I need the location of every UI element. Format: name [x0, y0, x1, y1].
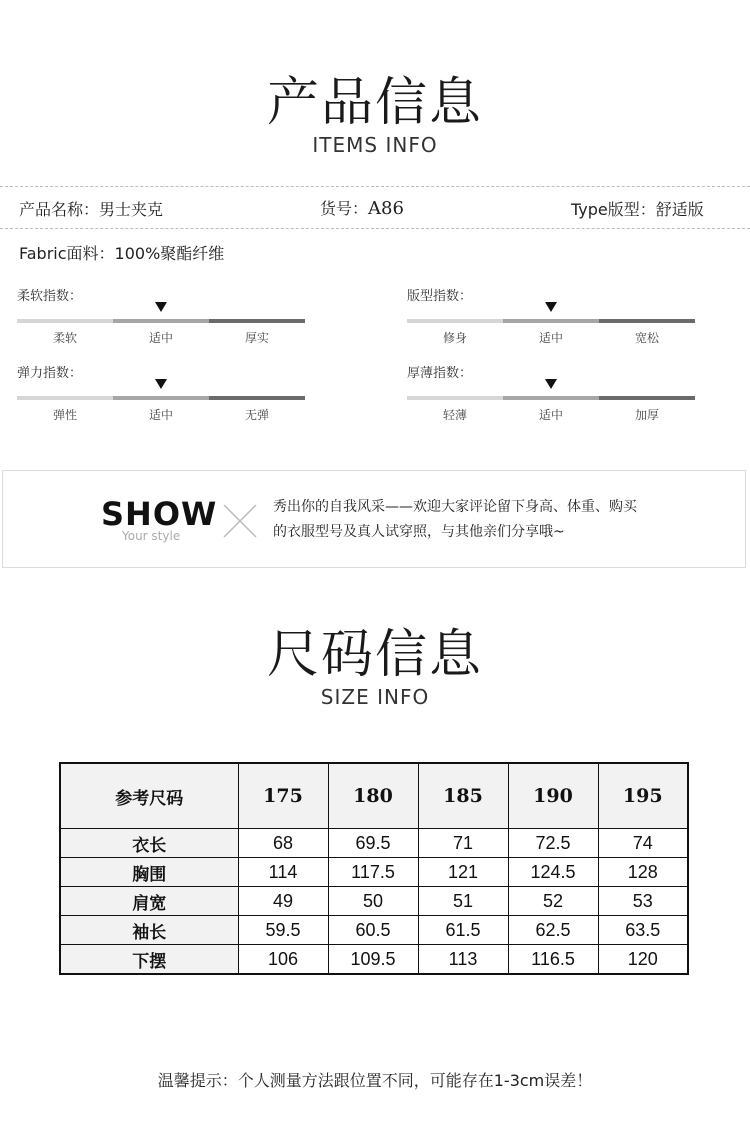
fabric-label: Fabric面料： [19, 244, 115, 263]
product-name [19, 197, 163, 220]
fabric-value: 100%聚酯纤维 [114, 244, 225, 263]
measurement-name-cell: 下摆 [60, 945, 238, 975]
scale-option-label: 无弹 [244, 408, 269, 422]
index-label: 柔软指数： [17, 289, 83, 304]
measurement-value-cell: 113 [418, 945, 508, 975]
scale-option-label: 适中 [148, 408, 173, 422]
index-scale [407, 285, 695, 345]
measurement-name-cell: 肩宽 [60, 887, 238, 916]
measurement-note: 温馨提示：个人测量方法跟位置不同，可能存在1-3cm误差！ [157, 1071, 593, 1090]
scale-option-label: 修身 [442, 331, 467, 345]
divider-middle [0, 228, 750, 229]
size-info-title: 尺码信息 [266, 625, 483, 685]
measurement-value-cell: 128 [598, 858, 688, 887]
measurement-value-cell: 72.5 [508, 829, 598, 858]
scale-segment [599, 396, 695, 400]
show-word: SHOW [101, 495, 218, 533]
measurement-value-cell: 50 [328, 887, 418, 916]
table-row [60, 887, 688, 916]
measurement-value-cell: 69.5 [328, 829, 418, 858]
measurement-value-cell: 116.5 [508, 945, 598, 975]
selection-marker-icon [545, 379, 557, 389]
measurement-value-cell: 51 [418, 887, 508, 916]
show-banner [2, 470, 746, 568]
show-description-line-2: 的衣服型号及真人试穿照，与其他亲们分享哦~ [273, 524, 565, 540]
fit-type-label: Type版型： [571, 200, 656, 219]
index-scale [407, 362, 695, 422]
scale-segment [503, 396, 599, 400]
scale-segment [113, 319, 209, 323]
fit-type-value: 舒适版 [655, 200, 704, 219]
scale-option-label: 弹性 [52, 408, 77, 422]
index-label: 版型指数： [407, 289, 473, 304]
product-info-title: 产品信息 [266, 73, 483, 133]
measurement-value-cell: 71 [418, 829, 508, 858]
product-name-label: 产品名称： [19, 200, 100, 219]
scale-option-label: 轻薄 [442, 408, 467, 422]
scale-option-label: 适中 [148, 331, 173, 345]
scale-option-label: 厚实 [244, 331, 269, 345]
selection-marker-icon [155, 379, 167, 389]
scale-option-label: 适中 [538, 408, 563, 422]
selection-marker-icon [155, 302, 167, 312]
size-column-header: 195 [598, 763, 688, 829]
scale-segment [503, 319, 599, 323]
measurement-value-cell: 124.5 [508, 858, 598, 887]
measurement-value-cell: 121 [418, 858, 508, 887]
size-column-header: 185 [418, 763, 508, 829]
measurement-value-cell: 61.5 [418, 916, 508, 945]
size-column-header: 175 [238, 763, 328, 829]
measurement-value-cell: 109.5 [328, 945, 418, 975]
show-subtitle: Your style [122, 529, 181, 543]
measurement-name-cell: 胸围 [60, 858, 238, 887]
measurement-name-cell: 袖长 [60, 916, 238, 945]
index-label: 厚薄指数： [407, 366, 473, 381]
index-scale [17, 285, 305, 345]
size-column-header: 180 [328, 763, 418, 829]
scale-option-label: 适中 [538, 331, 563, 345]
item-number-label: 货号： [320, 199, 369, 218]
size-table [59, 762, 689, 975]
index-scale [17, 362, 305, 422]
scale-option-label: 加厚 [634, 408, 659, 422]
measurement-value-cell: 53 [598, 887, 688, 916]
scale-segment [407, 319, 503, 323]
measurement-name-cell: 衣长 [60, 829, 238, 858]
divider-top [0, 186, 750, 187]
table-row [60, 858, 688, 887]
scale-segment [407, 396, 503, 400]
scale-segment [17, 396, 113, 400]
scale-option-label: 柔软 [52, 331, 77, 345]
scale-segment [17, 319, 113, 323]
measurement-value-cell: 74 [598, 829, 688, 858]
measurement-value-cell: 63.5 [598, 916, 688, 945]
show-description [273, 495, 637, 545]
measurement-value-cell: 120 [598, 945, 688, 975]
item-number [320, 196, 404, 219]
measurement-value-cell: 52 [508, 887, 598, 916]
measurement-value-cell: 114 [238, 858, 328, 887]
size-info-subtitle: SIZE INFO [320, 685, 430, 709]
scale-segment [209, 396, 305, 400]
item-number-value: A86 [368, 198, 404, 219]
index-label: 弹力指数： [17, 366, 83, 381]
scale-segment [599, 319, 695, 323]
show-description-line-1: 秀出你的自我风采——欢迎大家评论留下身高、体重、购买 [273, 499, 637, 515]
product-name-value: 男士夹克 [99, 200, 164, 219]
table-row [60, 945, 688, 975]
size-header-row [60, 763, 688, 829]
scale-segment [113, 396, 209, 400]
measurement-value-cell: 49 [238, 887, 328, 916]
size-corner-cell: 参考尺码 [60, 763, 238, 829]
fit-type [571, 197, 704, 220]
scale-segment [209, 319, 305, 323]
fabric [19, 241, 224, 264]
measurement-value-cell: 68 [238, 829, 328, 858]
measurement-value-cell: 62.5 [508, 916, 598, 945]
table-row [60, 916, 688, 945]
size-column-header: 190 [508, 763, 598, 829]
selection-marker-icon [545, 302, 557, 312]
measurement-value-cell: 59.5 [238, 916, 328, 945]
table-row [60, 829, 688, 858]
cross-icon [222, 503, 258, 539]
scale-option-label: 宽松 [634, 331, 659, 345]
measurement-value-cell: 60.5 [328, 916, 418, 945]
measurement-value-cell: 106 [238, 945, 328, 975]
measurement-value-cell: 117.5 [328, 858, 418, 887]
product-info-subtitle: ITEMS INFO [312, 133, 438, 157]
